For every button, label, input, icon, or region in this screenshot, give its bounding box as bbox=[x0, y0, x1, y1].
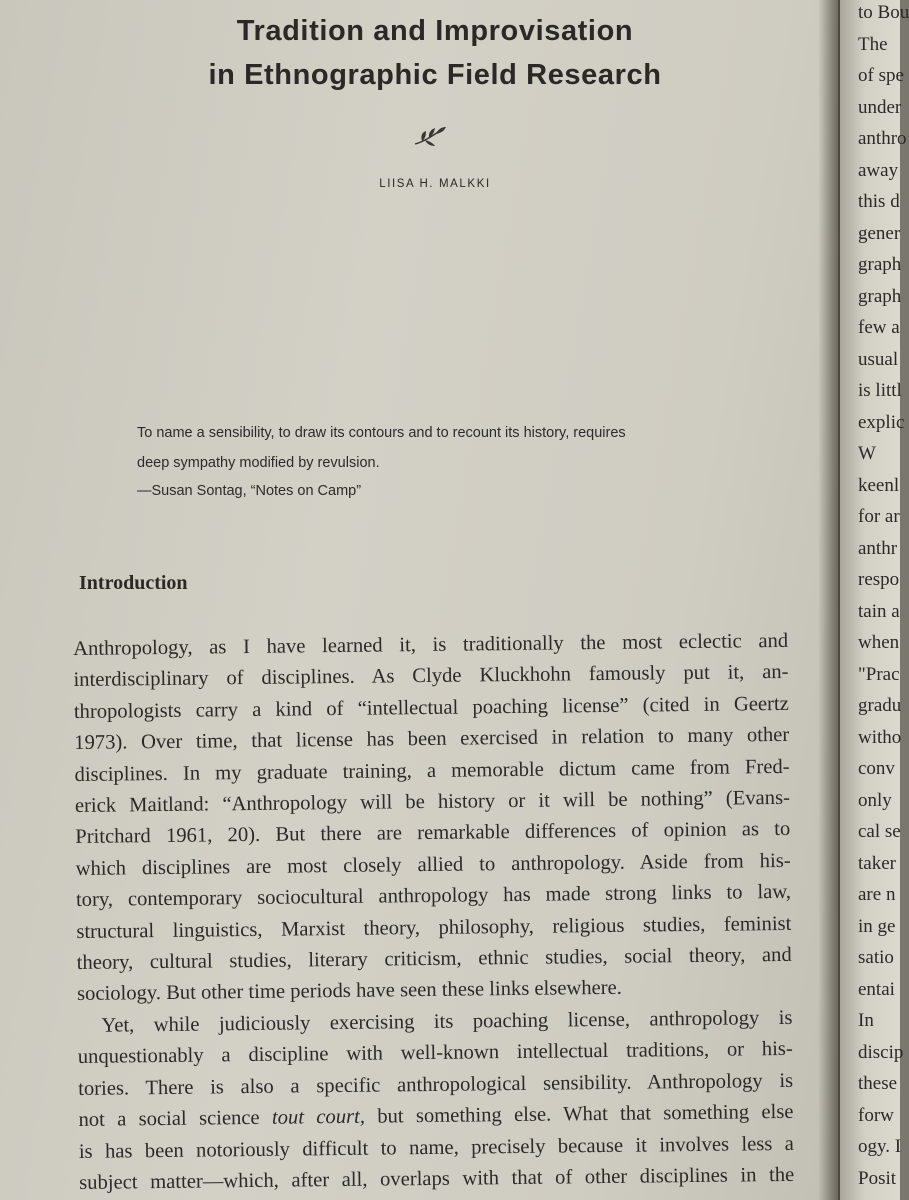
author-name: LIISA H. MALKKI bbox=[379, 178, 491, 190]
facing-page-fragment: witho bbox=[858, 726, 902, 748]
facing-page-fragment: anthr bbox=[858, 537, 898, 559]
body-line: disciplines. In my graduate training, a memorable dictum came from Fred- bbox=[74, 755, 790, 786]
epigraph-line-1: To name a sensibility, to draw its contours and to recount its history, requires bbox=[137, 425, 626, 441]
facing-page-fragment: this d bbox=[858, 191, 900, 212]
facing-page-fragment: explic bbox=[858, 411, 905, 433]
body-text-run: but something else. What that something else bbox=[364, 1100, 794, 1128]
facing-page-fragment: tain a bbox=[858, 600, 900, 622]
facing-page-fragment: to Bou bbox=[858, 2, 909, 23]
body-line: 1973). Over time, that license has been exercised in relation to many other bbox=[74, 724, 790, 755]
facing-page-fragment: graph bbox=[858, 254, 902, 275]
body-line: Anthropology, as I have learned it, is traditionally the most eclectic and bbox=[73, 629, 789, 660]
body-line: structural linguistics, Marxist theory, philosophy, religious studies, feminist bbox=[76, 912, 792, 943]
facing-page-fragment: usual bbox=[858, 348, 899, 370]
body-line: sociology. But other time periods have seen these links elsewhere. bbox=[76, 977, 623, 1006]
facing-page-fragment: taker bbox=[858, 852, 896, 874]
facing-page-fragment: graph bbox=[858, 285, 902, 307]
facing-page-fragment: satio bbox=[858, 947, 894, 968]
facing-page-fragment: respo bbox=[858, 569, 900, 590]
facing-page bbox=[840, 0, 909, 1200]
facing-page-fragment: In bbox=[858, 1010, 874, 1031]
facing-page-fragment: entai bbox=[858, 978, 895, 1000]
facing-page-fragment: away bbox=[858, 159, 899, 181]
facing-page-fragment: these bbox=[858, 1073, 898, 1094]
facing-page-fragment: keenl bbox=[858, 474, 900, 496]
body-line: Pritchard 1961, 20). But there are remarkable differences of opinion as to bbox=[75, 818, 791, 849]
facing-page-fragment: in ge bbox=[858, 915, 896, 937]
epigraph-attribution: —Susan Sontag, “Notes on Camp” bbox=[137, 483, 362, 499]
epigraph-line-2: deep sympathy modified by revulsion. bbox=[137, 455, 380, 471]
facing-page-fragment: of spe bbox=[858, 65, 904, 86]
facing-page-fragment: conv bbox=[858, 758, 895, 779]
facing-page-fragment: few a bbox=[858, 317, 900, 338]
facing-page-fragment: cal se bbox=[858, 821, 901, 842]
facing-page-fragment: The bbox=[858, 33, 888, 55]
body-line: Yet, while judiciously exercising its poaching license, anthropology is bbox=[101, 1006, 793, 1037]
fleuron-ornament-icon bbox=[411, 124, 451, 150]
facing-page-fragment: is littl bbox=[858, 380, 902, 401]
body-line: unquestionably a discipline with well-known intellectual traditions, or his- bbox=[77, 1038, 793, 1069]
facing-page-fragment: "Prac bbox=[858, 663, 900, 685]
section-heading: Introduction bbox=[79, 572, 188, 594]
facing-page-fragment: only bbox=[858, 789, 892, 811]
chapter-title-line-1: Tradition and Improvisation bbox=[236, 15, 634, 47]
body-line: thropologists carry a kind of “intellectual poaching license” (cited in Geertz bbox=[73, 692, 789, 723]
body-line: tories. There is also a specific anthropological sensibility. Anthropology is bbox=[78, 1069, 794, 1100]
facing-page-fragment: for ar bbox=[858, 506, 900, 527]
facing-page-fragment: ogy. I bbox=[858, 1136, 902, 1157]
chapter-title-line-2: in Ethnographic Field Research bbox=[208, 59, 662, 91]
body-line: is has been notoriously difficult to name, precisely because it involves less a bbox=[78, 1132, 794, 1163]
facing-page-fragment: gradu bbox=[858, 695, 902, 716]
facing-page-fragment: under bbox=[858, 96, 902, 118]
facing-page-fragment: W bbox=[858, 443, 876, 464]
facing-page-fragment: discip bbox=[858, 1041, 904, 1063]
facing-page-fragment: anthro bbox=[858, 128, 907, 149]
facing-page-fragment: when bbox=[858, 632, 900, 653]
facing-page-fragment: forw bbox=[858, 1104, 894, 1126]
body-text bbox=[73, 626, 794, 1199]
body-line: subject matter—which, after all, overlaps with that of other disciplines in the bbox=[79, 1163, 795, 1194]
facing-page-fragment: are n bbox=[858, 884, 896, 905]
body-line: which disciplines are most closely allied to anthropology. Aside from his- bbox=[75, 849, 791, 880]
body-line: tory, contemporary sociocultural anthropology has made strong links to law, bbox=[75, 881, 792, 912]
body-line: interdisciplinary of disciplines. As Clyde Kluckhohn famously put it, an- bbox=[73, 661, 789, 692]
body-text-run: not a social science bbox=[78, 1106, 273, 1132]
body-line: theory, cultural studies, literary criticism, ethnic studies, social theory, and bbox=[76, 943, 792, 975]
body-line: erick Maitland: “Anthropology will be history or it will be nothing” (Evans- bbox=[74, 786, 791, 818]
facing-page-fragment: Posit bbox=[858, 1167, 897, 1189]
italic-phrase: tout court, bbox=[271, 1105, 366, 1129]
facing-page-fragment: gener bbox=[858, 222, 901, 244]
